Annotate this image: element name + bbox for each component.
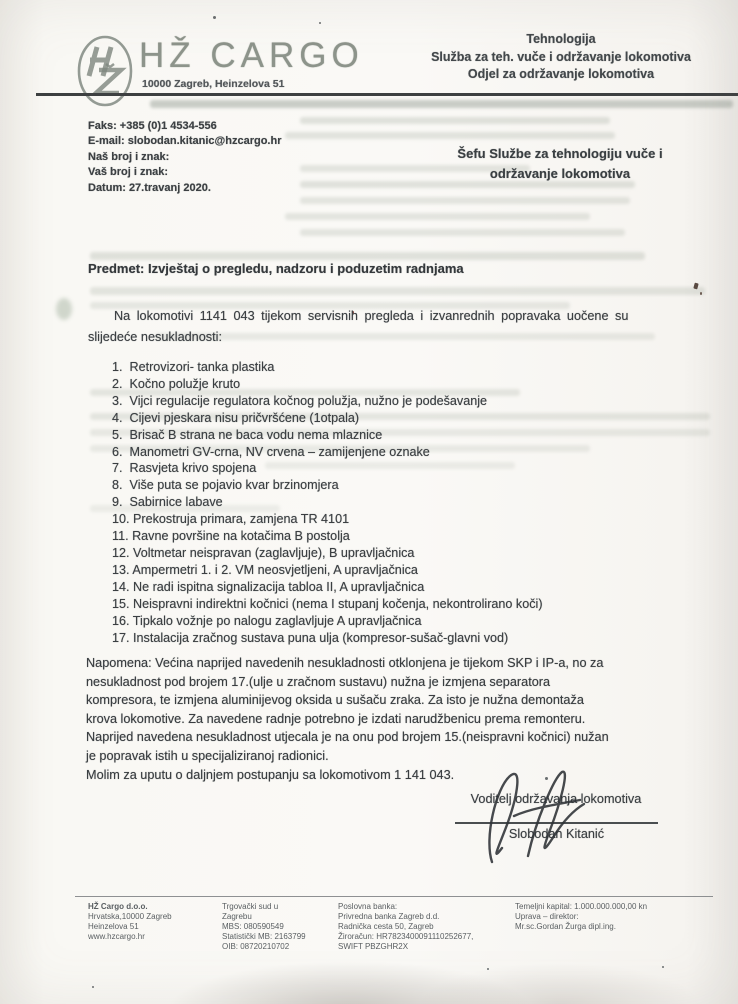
finding-item: Tipkalo vožnje po nalogu zaglavljuje A upravljačnica bbox=[132, 613, 422, 628]
signature-name: Slobodan Kitanić bbox=[508, 827, 605, 841]
findings-list bbox=[112, 359, 543, 646]
footer-line: Heinzelova 51 bbox=[88, 922, 139, 931]
intro-line: Na lokomotivi 1141 043 tijekom servisnih pregleda i izvanrednih popravaka uočene su bbox=[114, 309, 629, 323]
footer-line: Žiroračun: HR7823400091110252677, bbox=[338, 932, 474, 941]
finding-item: Kočno polužje kruto bbox=[129, 376, 241, 391]
note-line: krova lokomotive. Za navedene radnje potrebno je izdati narudžbenicu prema remonteru. bbox=[86, 711, 586, 726]
finding-item: Prekostruja primara, zamjena TR 4101 bbox=[133, 512, 350, 527]
footer-line: HŽ Cargo d.o.o. bbox=[88, 902, 148, 911]
header-divider bbox=[36, 93, 738, 96]
finding-item: Cijevi pjeskara nisu pričvršćene (1otpala) bbox=[129, 410, 360, 425]
ghost-line bbox=[300, 117, 610, 124]
speck bbox=[700, 292, 702, 295]
footer-line: OIB: 08720210702 bbox=[222, 942, 290, 951]
ghost-line bbox=[300, 229, 625, 236]
note-line: kompresora, te izmjena aluminijevog oksida u sušaču zraka. Za isto je nužna demontaža bbox=[86, 693, 584, 708]
finding-item: Sabirnice labave bbox=[129, 495, 223, 510]
subject-line: Predmet: Izvještaj o pregledu, nadzoru i poduzetim radnjama bbox=[88, 261, 464, 276]
finding-item: Ravne površine na kotačima B postolja bbox=[132, 529, 350, 544]
note-line: Naprijed navedena nesukladnost utjecala je na onu pod brojem 15.(neispravni kočnici) nužan bbox=[86, 730, 609, 745]
footer-line: MBS: 080590549 bbox=[222, 922, 284, 931]
finding-item: Ampermetri 1. i 2. VM neosvjetljeni, A upravljačnica bbox=[132, 562, 418, 577]
reference-block bbox=[88, 119, 281, 196]
note-lines bbox=[86, 654, 609, 766]
speck bbox=[92, 986, 94, 988]
recipient-line: Šefu Službe za tehnologiju vuče i bbox=[457, 146, 663, 161]
hz-cargo-logo-icon bbox=[76, 34, 134, 108]
intro-paragraph bbox=[88, 306, 628, 348]
speck bbox=[319, 22, 321, 24]
department-line: Služba za teh. vuče i održavanje lokomotiva bbox=[431, 49, 691, 64]
footer-line: Uprava – direktor: bbox=[515, 912, 579, 921]
finding-item: Manometri GV-crna, NV crvena – zamijenjene oznake bbox=[129, 444, 430, 459]
footer-line: Hrvatska,10000 Zagreb bbox=[88, 912, 172, 921]
finding-item: Brisač B strana ne baca vodu nema mlaznice bbox=[129, 427, 383, 442]
company-wordmark: HŽ CARGO bbox=[139, 36, 364, 75]
reference-line: E-mail: slobodan.kitanic@hzcargo.hr bbox=[88, 135, 282, 148]
footer-court-column bbox=[222, 902, 306, 952]
footer-line: Mr.sc.Gordan Žurga dipl.ing. bbox=[515, 922, 616, 931]
ghost-line bbox=[300, 197, 630, 204]
closing-line: Molim za uputu o daljnjem postupanju sa lokomotivom 1 141 043. bbox=[86, 767, 455, 782]
reference-line: Naš broj i znak: bbox=[88, 150, 170, 163]
ghost-line bbox=[150, 100, 733, 108]
speck bbox=[662, 966, 664, 968]
ghost-line bbox=[90, 287, 705, 295]
finding-item: Neispravni indirektni kočnici (nema I stupanj kočenja, nekontrolirano koči) bbox=[133, 596, 543, 611]
footer-line: Radnička cesta 50, Zagreb bbox=[338, 922, 434, 931]
footer-bank-column bbox=[338, 902, 473, 952]
footer-line: Privredna banka Zagreb d.d. bbox=[338, 912, 440, 921]
finding-item: Voltmetar neispravan (zaglavljuje), B upravljačnica bbox=[133, 545, 415, 560]
speck bbox=[487, 968, 489, 970]
ghost-line bbox=[285, 132, 615, 139]
finding-item: Rasvjeta krivo spojena bbox=[129, 461, 257, 476]
department-line: Tehnologija bbox=[526, 32, 596, 46]
reference-line: Datum: 27.travanj 2020. bbox=[88, 181, 211, 194]
note-line: nesukladnost pod brojem 17.(ulje u zračnom sustavu) nužna je izmjena separatora bbox=[86, 674, 551, 689]
ghost-line bbox=[90, 252, 645, 260]
reference-line: Faks: +385 (0)1 4534-556 bbox=[88, 120, 217, 132]
ghost-line bbox=[285, 213, 590, 220]
finding-item: Ne radi ispitna signalizacija tabloa II, A upravljačnica bbox=[133, 579, 425, 594]
finding-item: Vijci regulacije regulatora kočnog polužja, nužno je podešavanje bbox=[129, 393, 488, 408]
signature-title: Voditelj održavanja lokomotiva bbox=[470, 792, 642, 806]
reference-line: Vaš broj i znak: bbox=[88, 166, 169, 179]
note-line: je popravak istih u specijaliziranoj radionici. bbox=[86, 748, 329, 763]
footer-line: Poslovna banka: bbox=[338, 902, 398, 911]
footer-line: Temeljni kapital: 1.000.000.000,00 kn bbox=[515, 902, 648, 911]
footer-divider bbox=[75, 896, 713, 897]
intro-line: slijedeće nesukladnosti: bbox=[88, 330, 223, 344]
footer-line: www.hzcargo.hr bbox=[88, 932, 145, 941]
speck bbox=[213, 16, 216, 19]
recipient-block bbox=[430, 144, 690, 184]
department-block bbox=[385, 31, 737, 84]
recipient-line: održavanje lokomotiva bbox=[489, 166, 631, 181]
footer-line: Statistički MB: 2163799 bbox=[222, 932, 306, 941]
footer-company-column bbox=[88, 902, 172, 942]
finding-item: Više puta se pojavio kvar brzinomjera bbox=[129, 478, 339, 493]
footer-line: SWIFT PBZGHR2X bbox=[338, 942, 409, 951]
footer-capital-column bbox=[515, 902, 647, 932]
company-address: 10000 Zagreb, Heinzelova 51 bbox=[142, 78, 285, 90]
note-line: Napomena: Većina naprijed navedenih nesukladnosti otklonjena je tijekom SKP i IP-a, no za bbox=[86, 656, 604, 670]
department-line: Odjel za održavanje lokomotiva bbox=[467, 67, 655, 81]
finding-item: Retrovizori- tanka plastika bbox=[129, 360, 275, 374]
finding-item: Instalacija zračnog sustava puna ulja (kompresor-sušač-glavni vod) bbox=[133, 630, 509, 645]
footer-line: Zagrebu bbox=[222, 912, 252, 921]
footer-line: Trgovački sud u bbox=[222, 902, 279, 911]
handwritten-signature-icon bbox=[462, 760, 622, 870]
ink-smudge bbox=[56, 298, 72, 320]
